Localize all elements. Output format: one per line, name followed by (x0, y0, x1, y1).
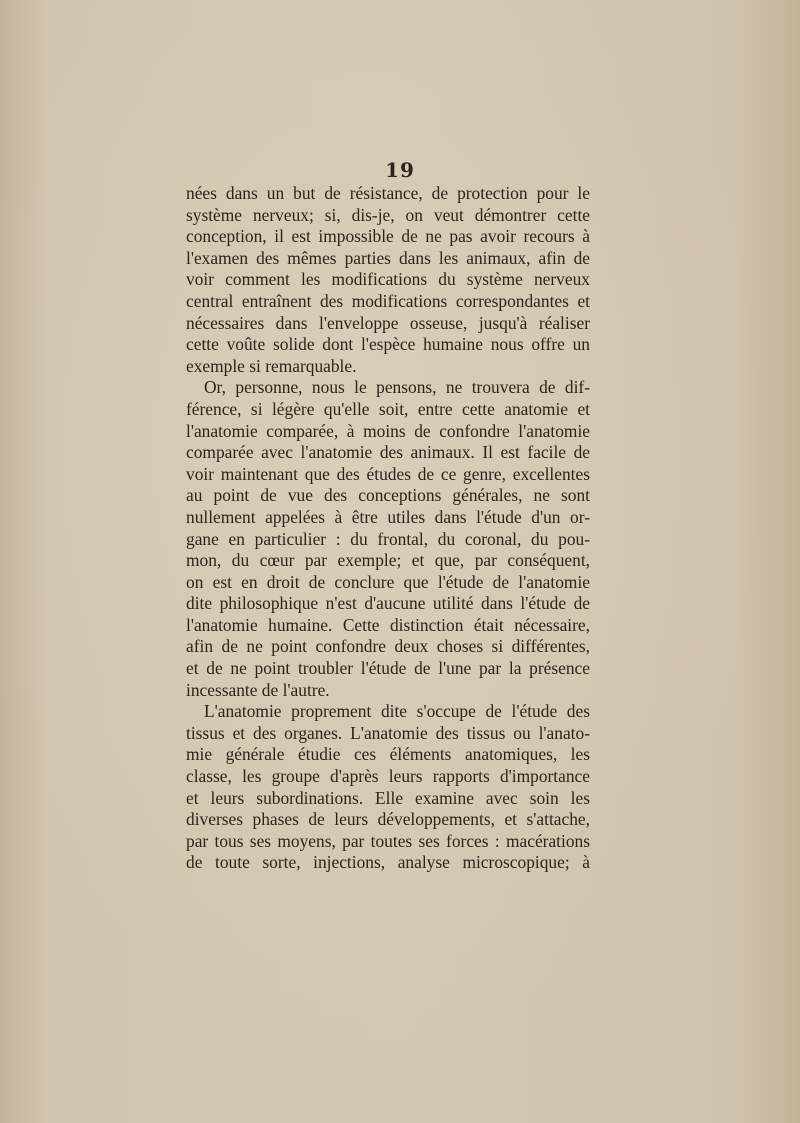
text-line: classe, les groupe d'après leurs rapports d'importance (186, 766, 590, 787)
text-line: cette voûte solide dont l'espèce humaine nous offre un (186, 334, 590, 355)
text-line: et de ne point troubler l'étude de l'une par la présence (186, 658, 590, 679)
text-line: conception, il est impossible de ne pas avoir recours à (186, 226, 590, 247)
text-line: L'anatomie proprement dite s'occupe de l'étude des (204, 701, 590, 722)
text-line: et leurs subordinations. Elle examine avec soin les (186, 787, 590, 808)
text-line: l'examen des mêmes parties dans les animaux, afin de (186, 247, 590, 268)
text-line: afin de ne point confondre deux choses si différentes, (186, 636, 590, 657)
text-line: nées dans un but de résistance, de protection pour le (186, 183, 590, 203)
text-line: Or, personne, nous le pensons, ne trouvera de dif- (204, 377, 590, 398)
text-line: système nerveux; si, dis-je, on veut démontrer cette (186, 204, 590, 225)
text-line: diverses phases de leurs développements, et s'attache, (186, 809, 590, 830)
text-line: par tous ses moyens, par toutes ses forces : macérations (186, 830, 590, 851)
text-line: l'anatomie comparée, à moins de confondre l'anatomie (186, 420, 590, 441)
text-line: mon, du cœur par exemple; et que, par conséquent, (186, 550, 590, 571)
text-line: central entraînent des modifications correspondantes et (186, 290, 590, 311)
text-line: l'anatomie humaine. Cette distinction était nécessaire, (186, 614, 590, 635)
text-line: mie générale étudie ces éléments anatomiques, les (186, 744, 590, 765)
text-line: nécessaires dans l'enveloppe osseuse, jusqu'à réaliser (186, 312, 590, 333)
text-line: exemple si remarquable. (186, 355, 357, 376)
page-number: 19 (385, 158, 415, 182)
text-line: gane en particulier : du frontal, du coronal, du pou- (186, 528, 590, 549)
text-line: férence, si légère qu'elle soit, entre cette anatomie et (186, 398, 590, 419)
text-line: on est en droit de conclure que l'étude de l'anatomie (186, 571, 590, 592)
text-line: de toute sorte, injections, analyse microscopique; à (186, 852, 590, 873)
text-line: dite philosophique n'est d'aucune utilité dans l'étude de (186, 593, 590, 614)
text-line: nullement appelées à être utiles dans l'étude d'un or- (186, 506, 590, 527)
text-line: incessante de l'autre. (186, 679, 330, 700)
body-text (186, 183, 590, 874)
text-line: voir comment les modifications du système nerveux (186, 269, 590, 290)
text-line: au point de vue des conceptions générales, ne sont (186, 485, 590, 506)
text-line: tissus et des organes. L'anatomie des tissus ou l'anato- (186, 722, 590, 743)
text-line: voir maintenant que des études de ce genre, excellentes (186, 463, 590, 484)
text-line: comparée avec l'anatomie des animaux. Il est facile de (186, 442, 590, 463)
